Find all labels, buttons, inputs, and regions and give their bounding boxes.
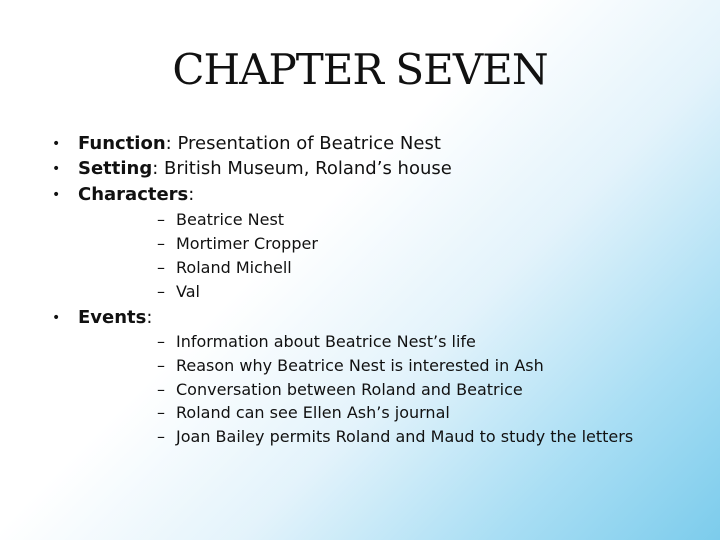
bullet-function: • Function: Presentation of Beatrice Nest — [52, 133, 441, 154]
bullet-events: • Events: — [52, 307, 153, 328]
dash-icon: – — [157, 282, 165, 301]
bullet-icon: • — [52, 310, 61, 326]
bullet-icon: • — [52, 187, 61, 203]
bullet-label: Function — [78, 133, 166, 154]
dash-icon: – — [157, 332, 165, 351]
bullet-characters: • Characters: — [52, 184, 195, 205]
bullet-text: British Museum, Roland’s house — [158, 158, 452, 179]
bullet-label: Setting — [78, 158, 153, 179]
bullet-icon: • — [52, 136, 61, 152]
dash-icon: – — [157, 356, 165, 375]
sub-item-event: – Joan Bailey permits Roland and Maud to study the letters — [157, 427, 634, 446]
sub-item-event: – Information about Beatrice Nest’s life — [157, 332, 476, 351]
sub-item-event: – Conversation between Roland and Beatrice — [157, 380, 523, 399]
sub-item-character: – Val — [157, 282, 200, 301]
sub-item-event: – Reason why Beatrice Nest is interested in Ash — [157, 356, 544, 375]
slide-title: CHAPTER SEVEN — [172, 45, 548, 94]
sub-item-character: – Mortimer Cropper — [157, 234, 318, 253]
dash-icon: – — [157, 234, 165, 253]
bullet-label: Characters — [78, 184, 189, 205]
dash-icon: – — [157, 210, 165, 229]
bullet-icon: • — [52, 161, 61, 177]
dash-icon: – — [157, 427, 165, 446]
bullet-setting: • Setting: British Museum, Roland’s house — [52, 158, 452, 179]
dash-icon: – — [157, 380, 165, 399]
dash-icon: – — [157, 258, 165, 277]
bullet-label: Events — [78, 307, 147, 328]
sub-item-event: – Roland can see Ellen Ash’s journal — [157, 403, 450, 422]
dash-icon: – — [157, 403, 165, 422]
bullet-text: Presentation of Beatrice Nest — [171, 133, 441, 154]
sub-item-character: – Beatrice Nest — [157, 210, 285, 229]
sub-item-character: – Roland Michell — [157, 258, 292, 277]
